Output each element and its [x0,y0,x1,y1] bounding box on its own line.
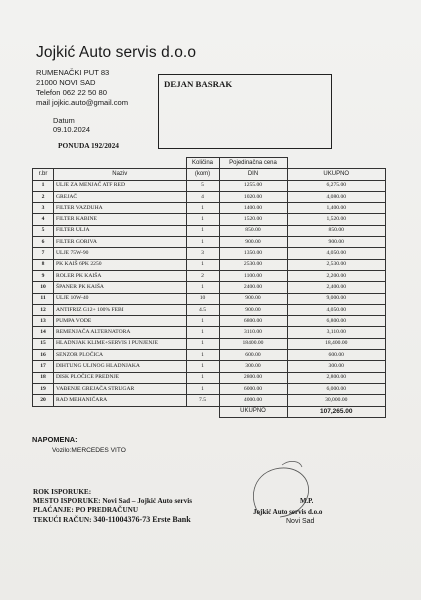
table-row [33,383,386,394]
row-naziv: RAD MEHANIČARA [54,395,187,406]
total-label: UKUPNO [219,406,287,417]
bank-account-value: 340-11004376-73 Erste Bank [93,515,191,524]
row-cena: 1020.00 [219,191,287,202]
row-cena: 3110.00 [219,327,287,338]
row-naziv: DIHTUNG ULJNOG HLADNJAKA [54,361,187,372]
row-kolicina: 1 [186,259,219,270]
header-empty [54,158,187,169]
napomena-text: Vozilo:MERCEDES VITO [52,447,126,454]
row-naziv: PUMPA VODE [54,316,187,327]
row-number: 3 [33,203,54,214]
row-kolicina: 1 [186,316,219,327]
company-name: Jojkić Auto servis d.o.o [36,44,197,61]
row-kolicina: 1 [186,203,219,214]
row-number: 2 [33,191,54,202]
datum-label: Datum [53,116,75,125]
row-cena: 4000.00 [219,395,287,406]
row-kolicina: 1 [186,214,219,225]
row-naziv: ULJE 10W-40 [54,293,187,304]
row-number: 16 [33,350,54,361]
row-cena: 900.00 [219,237,287,248]
row-number: 17 [33,361,54,372]
row-number: 13 [33,316,54,327]
payment-method: PLAĆANJE: PO PREDRAČUNU [33,506,139,514]
row-kolicina: 1 [186,225,219,236]
row-ukupno: 4,080.00 [287,191,386,202]
row-number: 12 [33,304,54,315]
row-ukupno: 9,000.00 [287,293,386,304]
row-naziv: ULJE ZA MENJAČ ATF RED [54,180,187,191]
row-ukupno: 4,050.00 [287,304,386,315]
row-cena: 1350.00 [219,248,287,259]
row-cena: 900.00 [219,304,287,315]
row-kolicina: 10 [186,293,219,304]
row-ukupno: 6,800.00 [287,316,386,327]
row-naziv: FILTER ULJA [54,225,187,236]
table-row [33,214,386,225]
total-row [33,406,386,417]
table-body [33,180,386,406]
header-kom: (kom) [186,169,219,180]
header-din: DIN [219,169,287,180]
table-row [33,316,386,327]
row-kolicina: 2 [186,270,219,281]
table-row [33,327,386,338]
stamp-mp: M.P. [300,498,314,505]
row-cena: 1255.00 [219,180,287,191]
company-street: RUMENAČKI PUT 83 [36,68,110,77]
row-kolicina: 1 [186,282,219,293]
total-spacer [33,406,220,417]
row-cena: 1520.00 [219,214,287,225]
table-row [33,350,386,361]
row-ukupno: 3,110.00 [287,327,386,338]
row-cena: 2800.00 [219,372,287,383]
table-row [33,203,386,214]
row-ukupno: 850.00 [287,225,386,236]
row-ukupno: 30,000.00 [287,395,386,406]
row-naziv: ROLER PK KAIŠA [54,270,187,281]
row-number: 11 [33,293,54,304]
row-naziv: VAĐENJE GREJAČA STRUGAR [54,383,187,394]
table-row [33,282,386,293]
company-phone: Telefon 062 22 50 80 [36,88,107,97]
row-ukupno: 2,800.00 [287,372,386,383]
row-naziv: FILTER KABINE [54,214,187,225]
row-cena: 2530.00 [219,259,287,270]
header-kolicina: Količina [186,158,219,169]
table-row [33,259,386,270]
row-naziv: ŠPANER PK KAIŠA [54,282,187,293]
table-row [33,395,386,406]
row-naziv: FILTER VAZDUHA [54,203,187,214]
row-ukupno: 900.00 [287,237,386,248]
row-ukupno: 1,400.00 [287,203,386,214]
row-naziv: ANTIFRIZ G12+ 100% FEBI [54,304,187,315]
row-naziv: PK KAIŠ 6PK 2250 [54,259,187,270]
row-cena: 2400.00 [219,282,287,293]
table-row [33,270,386,281]
signature-city: Novi Sad [286,518,315,525]
table-row [33,293,386,304]
row-kolicina: 7.5 [186,395,219,406]
table-header-row-1 [33,158,386,169]
signature-scribble [240,455,330,530]
datum-value: 09.10.2024 [53,125,90,134]
row-ukupno: 6,275.00 [287,180,386,191]
row-number: 15 [33,338,54,349]
row-kolicina: 1 [186,383,219,394]
row-number: 20 [33,395,54,406]
row-ukupno: 18,400.00 [287,338,386,349]
row-cena: 600.00 [219,350,287,361]
row-number: 1 [33,180,54,191]
bank-account-label: TEKUĆI RAČUN: [33,516,92,524]
items-table [32,157,386,418]
row-kolicina: 1 [186,361,219,372]
row-ukupno: 1,520.00 [287,214,386,225]
table-row [33,338,386,349]
table-row [33,248,386,259]
row-naziv: FILTER GORIVA [54,237,187,248]
row-naziv: SENZOR PLOČICA [54,350,187,361]
delivery-deadline: ROK ISPORUKE: [33,488,92,496]
row-cena: 6800.00 [219,316,287,327]
total-value: 107,265.00 [287,406,386,417]
row-ukupno: 300.00 [287,361,386,372]
delivery-place: MESTO ISPORUKE: Novi Sad – Jojkić Auto servis [33,497,193,505]
row-naziv: DISK PLOČICE PREDNJE [54,372,187,383]
row-ukupno: 2,200.00 [287,270,386,281]
row-cena: 18400.00 [219,338,287,349]
row-naziv: REMENJAČA ALTERNATORA [54,327,187,338]
client-name: DEJAN BASRAK [164,79,233,89]
row-kolicina: 4 [186,191,219,202]
row-cena: 900.00 [219,293,287,304]
row-ukupno: 6,000.00 [287,383,386,394]
header-ukupno: UKUPNO [287,169,386,180]
table-row [33,237,386,248]
row-ukupno: 2,400.00 [287,282,386,293]
row-cena: 850.00 [219,225,287,236]
row-kolicina: 5 [186,180,219,191]
row-ukupno: 2,530.00 [287,259,386,270]
table-row [33,304,386,315]
table-header-row-2 [33,169,386,180]
row-naziv: ULJE 75W-90 [54,248,187,259]
row-number: 14 [33,327,54,338]
row-kolicina: 1 [186,237,219,248]
offer-number: PONUDA 192/2024 [58,141,119,150]
row-number: 7 [33,248,54,259]
napomena-label: NAPOMENA: [32,435,78,444]
row-kolicina: 1 [186,338,219,349]
signature-company: Jojkić Auto servis d.o.o [253,508,323,516]
row-cena: 1400.00 [219,203,287,214]
table-row [33,372,386,383]
row-naziv: HLADNJAK KLIME+SERVIS I PUNJENJE [54,338,187,349]
row-cena: 300.00 [219,361,287,372]
client-box [158,74,332,149]
header-empty [33,158,54,169]
header-empty [287,158,386,169]
table-row [33,361,386,372]
header-cena: Pojedinačna cena [219,158,287,169]
company-city: 21000 NOVI SAD [36,78,96,87]
row-kolicina: 1 [186,350,219,361]
row-number: 4 [33,214,54,225]
row-ukupno: 4,050.00 [287,248,386,259]
table-row [33,180,386,191]
row-cena: 6000.00 [219,383,287,394]
table-row [33,225,386,236]
row-ukupno: 600.00 [287,350,386,361]
row-number: 18 [33,372,54,383]
row-number: 5 [33,225,54,236]
row-number: 19 [33,383,54,394]
row-number: 10 [33,282,54,293]
bank-account [33,515,191,524]
row-kolicina: 1 [186,327,219,338]
row-number: 9 [33,270,54,281]
table-row [33,191,386,202]
row-kolicina: 3 [186,248,219,259]
header-naziv: Naziv [54,169,187,180]
row-number: 8 [33,259,54,270]
row-cena: 1100.00 [219,270,287,281]
row-number: 6 [33,237,54,248]
row-naziv: GREJAČ [54,191,187,202]
company-mail: mail jojkic.auto@gmail.com [36,98,129,107]
header-rbr: r.br [33,169,54,180]
row-kolicina: 4.5 [186,304,219,315]
row-kolicina: 1 [186,372,219,383]
